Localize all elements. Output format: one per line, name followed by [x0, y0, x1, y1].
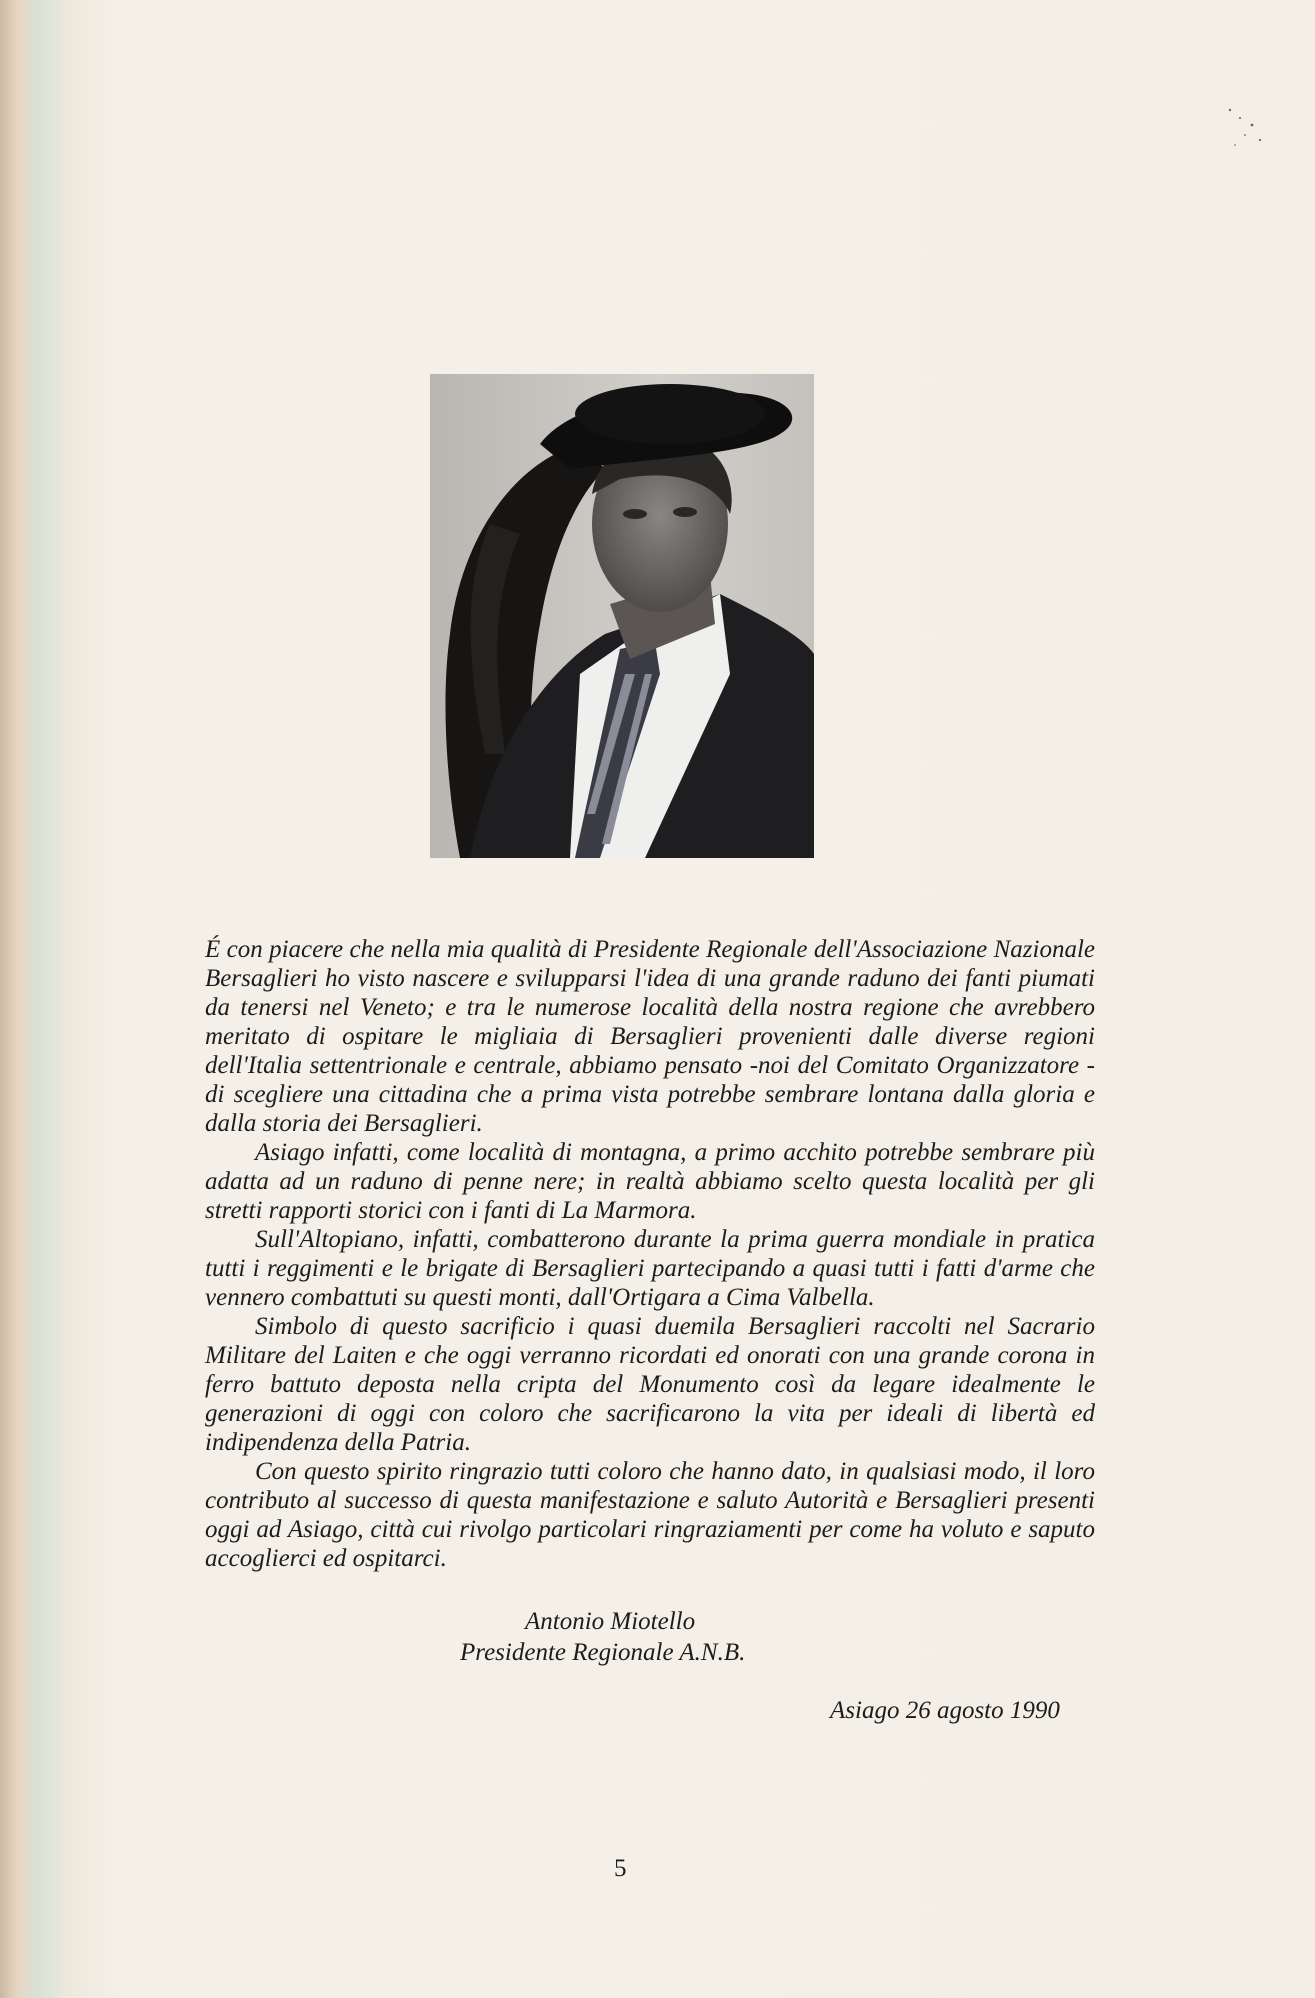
paragraph-4: Simbolo di questo sacrificio i quasi duemila Bersaglieri raccolti nel Sacrario Militare del Laiten e che oggi verranno ricordati ed onorati con una grande corona in ferro battuto deposta nella cripta del Monumento così da legare idealmente le generazioni di oggi con coloro che sacrificarono la vita per ideali di libertà ed indipendenza della Patria.: [205, 1313, 1095, 1456]
signature-title: Presidente Regionale A.N.B.: [460, 1639, 746, 1666]
paper-specks: [1210, 100, 1270, 160]
portrait-image: [430, 374, 814, 858]
portrait-photo: [430, 374, 814, 858]
paragraph-2: Asiago infatti, come località di montagna, a primo acchito potrebbe sembrare più adatta ad un raduno di penne nere; in realtà abbiamo scelto questa località per gli stretti rapporti storici con i fanti di La Marmora.: [205, 1139, 1095, 1224]
place-date: Asiago 26 agosto 1990: [830, 1697, 1060, 1724]
paragraph-1: É con piacere che nella mia qualità di Presidente Regionale dell'Associazione Nazionale Bersaglieri ho visto nascere e svilupparsi l'idea di una grande raduno dei fanti piumati da tenersi nel Veneto; e tra le numerose località della nostra regione che avrebbero meritato di ospitare le migliaia di Bersaglieri provenienti dalle diverse regioni dell'Italia settentrionale e centrale, abbiamo pensato -noi del Comitato Organizzatore - di scegliere una cittadina che a prima vista potrebbe sembrare lontana dalla gloria e dalla storia dei Bersaglieri.: [205, 936, 1095, 1137]
paragraph-3: Sull'Altopiano, infatti, combatterono durante la prima guerra mondiale in pratica tutti i reggimenti e le brigate di Bersaglieri partecipando a quasi tutti i fatti d'arme che vennero combattuti su questi monti, dall'Ortigara a Cima Valbella.: [205, 1226, 1095, 1311]
paragraph-5: Con questo spirito ringrazio tutti coloro che hanno dato, in qualsiasi modo, il loro contributo al successo di questa manifestazione e saluto Autorità e Bersaglieri presenti oggi ad Asiago, città cui rivolgo particolari ringraziamenti per come ha voluto e saputo accoglierci ed ospitarci.: [205, 1458, 1095, 1572]
signature-block: [460, 1606, 745, 1668]
page-number: 5: [614, 1855, 627, 1882]
letter-body: [205, 935, 1095, 1573]
signature-name: Antonio Miotello: [525, 1608, 696, 1635]
